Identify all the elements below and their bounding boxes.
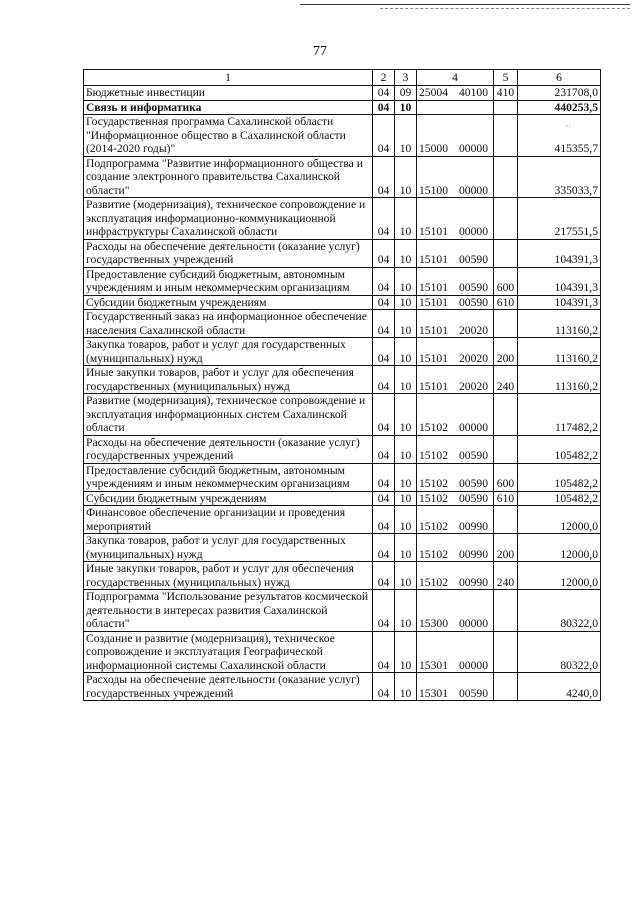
row-expense-type-cell: 240	[494, 366, 518, 394]
table-row	[84, 631, 601, 673]
row-subsection-cell: 10	[395, 310, 417, 338]
target-direction-code: 20020	[459, 323, 488, 337]
row-expense-type-cell: 600	[494, 463, 518, 491]
target-program-code: 15301	[419, 686, 448, 700]
row-target-cell	[417, 590, 494, 632]
table-row	[84, 338, 601, 366]
target-program-code: 15300	[419, 617, 448, 630]
row-target-cell	[417, 239, 494, 267]
row-section-cell: 04	[373, 491, 395, 506]
row-subsection-cell: 10	[395, 673, 417, 701]
row-expense-type-cell: 200	[494, 338, 518, 366]
row-amount-cell: 80322,0	[518, 631, 601, 673]
row-name-cell: Расходы на обеспечение деятельности (оказание услуг) государственных учреждений	[84, 435, 373, 463]
row-section-cell: 04	[373, 435, 395, 463]
target-direction-code: 40100	[459, 86, 488, 99]
target-program-code: 15102	[419, 477, 448, 490]
header-cell: 5	[494, 70, 518, 86]
table-row	[84, 310, 601, 338]
row-target-cell	[417, 394, 494, 436]
table-row	[84, 435, 601, 463]
target-direction-code: 00590	[459, 295, 488, 309]
row-amount-cell: 105482,2	[518, 463, 601, 491]
target-direction-code: 00000	[459, 225, 488, 238]
row-name-cell: Субсидии бюджетным учреждениям	[84, 295, 373, 310]
table-row	[84, 463, 601, 491]
row-target-cell	[417, 506, 494, 534]
table-row	[84, 491, 601, 506]
target-direction-code: 20020	[459, 379, 488, 393]
row-section-cell: 04	[373, 338, 395, 366]
target-direction-code: 00000	[459, 658, 488, 672]
row-expense-type-cell	[494, 239, 518, 267]
target-program-code: 15102	[419, 491, 448, 505]
row-target-cell	[417, 115, 494, 157]
row-amount-cell: 80322,0	[518, 590, 601, 632]
target-program-code: 15101	[419, 253, 448, 266]
row-target-cell	[417, 366, 494, 394]
target-direction-code: 00000	[459, 617, 488, 630]
target-direction-code: 20020	[459, 351, 488, 365]
row-name-cell: Подпрограмма "Развитие информационного общества и создание электронного правительства Сахалинской области"	[84, 156, 373, 198]
row-target-cell	[417, 673, 494, 701]
row-subsection-cell: 10	[395, 590, 417, 632]
row-amount-cell: 113160,2	[518, 310, 601, 338]
row-section-cell: 04	[373, 295, 395, 310]
row-target-cell	[417, 295, 494, 310]
row-target-cell	[417, 491, 494, 506]
row-expense-type-cell	[494, 115, 518, 157]
row-expense-type-cell: 200	[494, 534, 518, 562]
row-name-cell: Закупка товаров, работ и услуг для государственных (муниципальных) нужд	[84, 534, 373, 562]
row-expense-type-cell	[494, 310, 518, 338]
target-direction-code: 00590	[459, 253, 488, 266]
row-name-cell: Закупка товаров, работ и услуг для государственных (муниципальных) нужд	[84, 338, 373, 366]
row-name-cell: Расходы на обеспечение деятельности (оказание услуг) государственных учреждений	[84, 673, 373, 701]
target-program-code: 15101	[419, 323, 448, 337]
table-row	[84, 394, 601, 436]
row-expense-type-cell	[494, 156, 518, 198]
target-direction-code: 00590	[459, 281, 488, 294]
table-row	[84, 267, 601, 295]
row-name-cell: Финансовое обеспечение организации и проведения мероприятий	[84, 506, 373, 534]
target-program-code: 15102	[419, 519, 448, 533]
row-expense-type-cell	[494, 394, 518, 436]
row-subsection-cell: 10	[395, 562, 417, 590]
target-program-code: 15000	[419, 142, 448, 155]
row-name-cell: Иные закупки товаров, работ и услуг для обеспечения государственных (муниципальных) нужд	[84, 366, 373, 394]
row-name-cell: Бюджетные инвестиции	[84, 86, 373, 101]
table-row	[84, 86, 601, 101]
row-name-cell: Развитие (модернизация), техническое сопровождение и эксплуатация информационных систем Сахалинской области	[84, 394, 373, 436]
row-expense-type-cell: 610	[494, 491, 518, 506]
budget-table	[83, 69, 601, 701]
row-section-cell: 04	[373, 156, 395, 198]
row-amount-cell: 231708,0	[518, 86, 601, 101]
row-name-cell: Подпрограмма "Использование результатов космической деятельности в интересах развития Сахалинской области"	[84, 590, 373, 632]
row-section-cell: 04	[373, 631, 395, 673]
table-row	[84, 673, 601, 701]
row-expense-type-cell	[494, 506, 518, 534]
target-program-code: 15100	[419, 183, 448, 197]
row-expense-type-cell: 610	[494, 295, 518, 310]
target-direction-code: 00990	[459, 547, 488, 561]
row-expense-type-cell: 410	[494, 86, 518, 101]
row-subsection-cell: 09	[395, 86, 417, 101]
row-section-cell: 04	[373, 310, 395, 338]
row-expense-type-cell: 240	[494, 562, 518, 590]
row-section-cell: 04	[373, 366, 395, 394]
row-amount-cell: 415355,7	[518, 115, 601, 157]
row-name-cell: Субсидии бюджетным учреждениям	[84, 491, 373, 506]
row-subsection-cell: 10	[395, 366, 417, 394]
target-program-code: 25004	[419, 86, 448, 99]
row-target-cell	[417, 631, 494, 673]
target-direction-code: 00590	[459, 477, 488, 490]
table-row	[84, 590, 601, 632]
row-amount-cell: 12000,0	[518, 534, 601, 562]
header-cell: 6	[518, 70, 601, 86]
target-program-code: 15102	[419, 575, 448, 589]
target-program-code: 15101	[419, 281, 448, 294]
row-amount-cell: 113160,2	[518, 366, 601, 394]
row-subsection-cell: 10	[395, 267, 417, 295]
row-target-cell	[417, 435, 494, 463]
row-subsection-cell: 10	[395, 463, 417, 491]
row-amount-cell: 335033,7	[518, 156, 601, 198]
row-amount-cell: 104391,3	[518, 295, 601, 310]
row-section-cell: 04	[373, 394, 395, 436]
row-subsection-cell: 10	[395, 239, 417, 267]
row-expense-type-cell	[494, 631, 518, 673]
target-direction-code: 00000	[459, 421, 488, 434]
table-row	[84, 198, 601, 240]
row-amount-cell: 117482,2	[518, 394, 601, 436]
row-amount-cell: 105482,2	[518, 435, 601, 463]
row-amount-cell: 104391,3	[518, 267, 601, 295]
target-program-code: 15101	[419, 351, 448, 365]
header-cell: 4	[417, 70, 494, 86]
header-cell: 1	[84, 70, 373, 86]
row-amount-cell: 440253,5	[518, 100, 601, 115]
table-row	[84, 366, 601, 394]
row-name-cell: Иные закупки товаров, работ и услуг для обеспечения государственных (муниципальных) нужд	[84, 562, 373, 590]
row-name-cell: Связь и информатика	[84, 100, 373, 115]
target-program-code: 15301	[419, 658, 448, 672]
header-cell: 3	[395, 70, 417, 86]
row-target-cell	[417, 562, 494, 590]
row-expense-type-cell: 600	[494, 267, 518, 295]
row-target-cell	[417, 198, 494, 240]
row-target-cell	[417, 463, 494, 491]
row-amount-cell: 4240,0	[518, 673, 601, 701]
target-direction-code: 00590	[459, 449, 488, 462]
table-row	[84, 295, 601, 310]
target-program-code: 15102	[419, 449, 448, 462]
row-expense-type-cell	[494, 673, 518, 701]
row-name-cell: Предоставление субсидий бюджетным, автономным учреждениям и иным некоммерческим организациям	[84, 267, 373, 295]
row-amount-cell: 104391,3	[518, 239, 601, 267]
table-row	[84, 115, 601, 157]
row-target-cell	[417, 310, 494, 338]
table-row	[84, 506, 601, 534]
row-subsection-cell: 10	[395, 534, 417, 562]
row-subsection-cell: 10	[395, 115, 417, 157]
row-target-cell	[417, 534, 494, 562]
row-expense-type-cell	[494, 435, 518, 463]
target-program-code: 15101	[419, 225, 448, 238]
row-amount-cell: 105482,2	[518, 491, 601, 506]
target-program-code: 15102	[419, 547, 448, 561]
row-target-cell	[417, 86, 494, 101]
row-name-cell: Развитие (модернизация), техническое сопровождение и эксплуатация информационно-коммуникационной инфраструктуры Сахалинской области	[84, 198, 373, 240]
target-direction-code: 00000	[459, 142, 488, 155]
row-section-cell: 04	[373, 239, 395, 267]
table-row	[84, 562, 601, 590]
table-row	[84, 534, 601, 562]
row-name-cell: Расходы на обеспечение деятельности (оказание услуг) государственных учреждений	[84, 239, 373, 267]
target-direction-code: 00990	[459, 575, 488, 589]
top-rule-dashed	[380, 8, 630, 9]
top-rule	[300, 4, 630, 5]
row-subsection-cell: 10	[395, 156, 417, 198]
target-program-code: 15101	[419, 295, 448, 309]
row-subsection-cell: 10	[395, 631, 417, 673]
row-section-cell: 04	[373, 673, 395, 701]
row-name-cell: Предоставление субсидий бюджетным, автономным учреждениям и иным некоммерческим организациям	[84, 463, 373, 491]
row-section-cell: 04	[373, 267, 395, 295]
row-subsection-cell: 10	[395, 506, 417, 534]
header-cell: 2	[373, 70, 395, 86]
row-subsection-cell: 10	[395, 435, 417, 463]
target-direction-code: 00590	[459, 686, 488, 700]
row-expense-type-cell	[494, 198, 518, 240]
table-row	[84, 156, 601, 198]
row-subsection-cell: 10	[395, 198, 417, 240]
row-section-cell: 04	[373, 590, 395, 632]
row-section-cell: 04	[373, 198, 395, 240]
target-direction-code: 00590	[459, 491, 488, 505]
row-subsection-cell: 10	[395, 338, 417, 366]
target-program-code: 15102	[419, 421, 448, 434]
target-direction-code: 00000	[459, 183, 488, 197]
row-section-cell: 04	[373, 463, 395, 491]
row-expense-type-cell	[494, 590, 518, 632]
row-amount-cell: 12000,0	[518, 506, 601, 534]
table-row	[84, 100, 601, 115]
page-number: 77	[313, 44, 327, 59]
row-amount-cell: 217551,5	[518, 198, 601, 240]
row-subsection-cell: 10	[395, 100, 417, 115]
row-target-cell	[417, 156, 494, 198]
row-name-cell: Государственный заказ на информационное обеспечение населения Сахалинской области	[84, 310, 373, 338]
row-expense-type-cell	[494, 100, 518, 115]
row-target-cell	[417, 267, 494, 295]
table-row	[84, 239, 601, 267]
row-target-cell	[417, 100, 494, 115]
target-program-code: 15101	[419, 379, 448, 393]
target-direction-code: 00990	[459, 519, 488, 533]
row-name-cell: Государственная программа Сахалинской области "Информационное общество в Сахалинской области (2014-2020 годы)"	[84, 115, 373, 157]
row-section-cell: 04	[373, 86, 395, 101]
scan-mark: ˊ˙	[565, 124, 571, 134]
row-target-cell	[417, 338, 494, 366]
row-section-cell: 04	[373, 115, 395, 157]
row-subsection-cell: 10	[395, 394, 417, 436]
table-header-row	[84, 70, 601, 86]
row-subsection-cell: 10	[395, 491, 417, 506]
row-section-cell: 04	[373, 100, 395, 115]
row-name-cell: Создание и развитие (модернизация), техническое сопровождение и эксплуатация Географической информационной системы Сахалинской области	[84, 631, 373, 673]
row-section-cell: 04	[373, 506, 395, 534]
row-section-cell: 04	[373, 534, 395, 562]
row-amount-cell: 113160,2	[518, 338, 601, 366]
row-subsection-cell: 10	[395, 295, 417, 310]
row-section-cell: 04	[373, 562, 395, 590]
row-amount-cell: 12000,0	[518, 562, 601, 590]
